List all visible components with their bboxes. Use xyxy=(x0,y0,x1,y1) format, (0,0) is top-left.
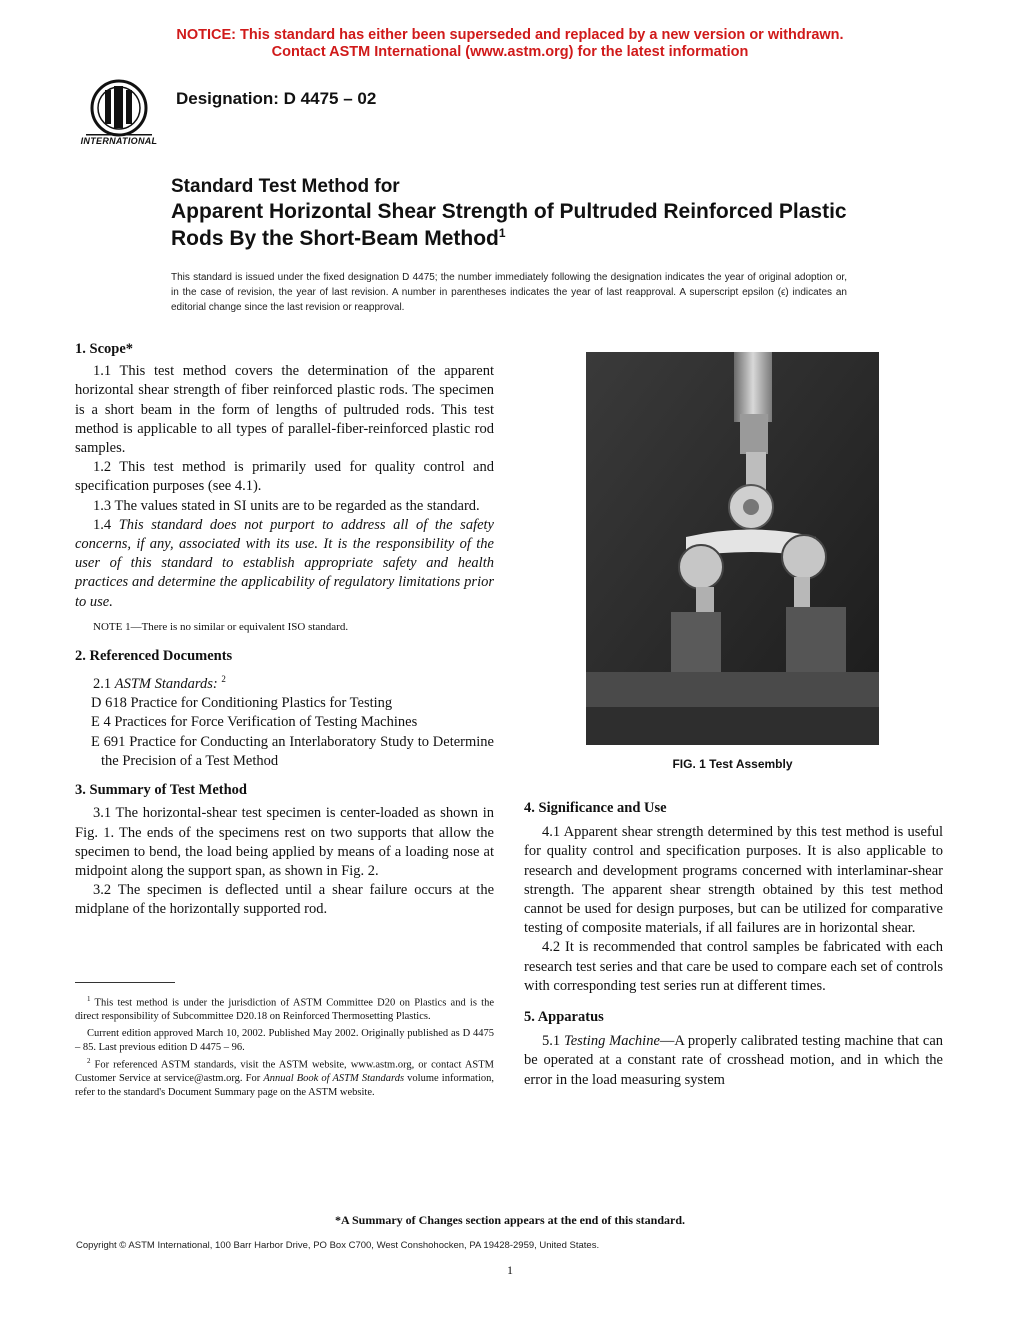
ref-item: E 4 Practices for Force Verification of Testing Machines xyxy=(91,714,418,731)
designation: Designation: D 4475 – 02 xyxy=(176,89,377,108)
page-number: 1 xyxy=(507,1263,513,1277)
left-column xyxy=(75,340,494,920)
title-line-1: Standard Test Method for xyxy=(171,176,400,197)
footnotes xyxy=(75,993,494,1100)
ref-item: E 691 Practice for Conducting an Interlaboratory Study to Determine the Precision of a Test Method xyxy=(91,733,494,769)
footnote-2: $^2$ For referenced ASTM standards, visit the ASTM website, www.astm.org, or contact ASTM Customer Service at service@astm.org. For Annual Book of ASTM Standards volume information, refer to the standard's Document Summary page on the ASTM website. xyxy=(75,1056,494,1098)
summary-3-1: 3.1 The horizontal-shear test specimen is center-loaded as shown in Fig. 1. The ends of the specimens rest on two supports that allow the specimen to bend, the load being applied by means of a loading nose at midpoint along the support span, as shown in Fig. 2. xyxy=(75,805,494,879)
section-2-heading: 2. Referenced Documents xyxy=(75,648,233,665)
significance-4-2: 4.2 It is recommended that control samples be fabricated with each research test series and that care be used to compare each set of controls with corresponding test series run at different times. xyxy=(524,939,943,994)
section-3-heading: 3. Summary of Test Method xyxy=(75,782,247,799)
footnote-1b: Current edition approved March 10, 2002. Published May 2002. Originally published as D 4475 – 85. Last previous edition D 4475 – 96. xyxy=(75,1028,494,1053)
ref-2-1: 2.1 ASTM Standards: $^2$ xyxy=(93,674,226,693)
title-footnote-mark: 1 xyxy=(498,226,506,240)
scope-1-2: 1.2 This test method is primarily used for quality control and specification purposes (see 4.1). xyxy=(75,459,494,495)
section-5-heading: 5. Apparatus xyxy=(524,1009,604,1026)
significance-4-1: 4.1 Apparent shear strength determined by this test method is useful for quality control and specification purposes. It is also applicable to research and development programs concerned with interlaminar-shear strength. The apparent shear strength obtained by this test method cannot be used for design purposes, but can be utilized for comparative testing of composite materials, if all failures are in horizontal shear. xyxy=(524,824,943,937)
scope-1-3: 1.3 The values stated in SI units are to be regarded as the standard. xyxy=(93,497,480,514)
scope-1-4: 1.4 This standard does not purport to address all of the safety concerns, if any, associated with its use. It is the responsibility of the user of this standard to establish appropriate safety and health practices and determine the applicability of regulatory limitations prior to use. xyxy=(75,516,494,610)
logo-subtext: INTERNATIONAL xyxy=(80,136,158,146)
notice-line-2: Contact ASTM International (www.astm.org) for the latest information xyxy=(271,44,749,60)
note-1: NOTE 1—There is no similar or equivalent ISO standard. xyxy=(93,620,349,633)
astm-logo xyxy=(78,78,160,150)
footnote-rule xyxy=(75,982,175,983)
title-main: Apparent Horizontal Shear Strength of Pultruded Reinforced Plastic Rods By the Short-Beam Method xyxy=(171,200,847,250)
section-1-heading: 1. Scope* xyxy=(75,341,133,357)
notice-line-1: NOTICE: This standard has either been superseded and replaced by a new version or withdrawn. xyxy=(176,27,844,43)
right-column xyxy=(524,799,943,1090)
apparatus-5-1: 5.1 Testing Machine—A properly calibrated testing machine that can be operated at a constant rate of crosshead motion, and in which the error in the load measuring system xyxy=(524,1033,944,1088)
ref-item: D 618 Practice for Conditioning Plastics for Testing xyxy=(91,695,393,712)
figure-caption: FIG. 1 Test Assembly xyxy=(672,757,793,771)
scope-1-1: 1.1 This test method covers the determination of the apparent horizontal shear strength of fiber reinforced plastic rods. The specimen is a short beam in the form of lengths of pultruded rods. This test method is applicable to all types of parallel-fiber-reinforced plastic rod samples. xyxy=(75,363,494,457)
section-4-heading: 4. Significance and Use xyxy=(524,800,667,816)
footnote-1: $^1$ This test method is under the jurisdiction of ASTM Committee D20 on Plastics and is the direct responsibility of Subcommittee D20.18 on Reinforced Thermosetting Plastics. xyxy=(75,995,494,1023)
copyright: Copyright © ASTM International, 100 Barr Harbor Drive, PO Box C700, West Conshohocken, PA 19428-2959, United States. xyxy=(76,1240,600,1251)
summary-of-changes-note: *A Summary of Changes section appears at the end of this standard. xyxy=(334,1213,686,1227)
issued-statement: This standard is issued under the fixed designation D 4475; the number immediately following the designation indicates the year of original adoption or, in the case of revision, the year of last revision. A number in parentheses indicates the year of last reapproval. A superscript epsilon (ϵ) indicates an editorial change since the last revision or reapproval. xyxy=(171,272,847,313)
summary-3-2: 3.2 The specimen is deflected until a shear failure occurs at the midplane of the horizontally supported rod. xyxy=(75,882,494,918)
test-assembly-photo xyxy=(586,352,879,745)
title-line-2 xyxy=(171,198,891,252)
